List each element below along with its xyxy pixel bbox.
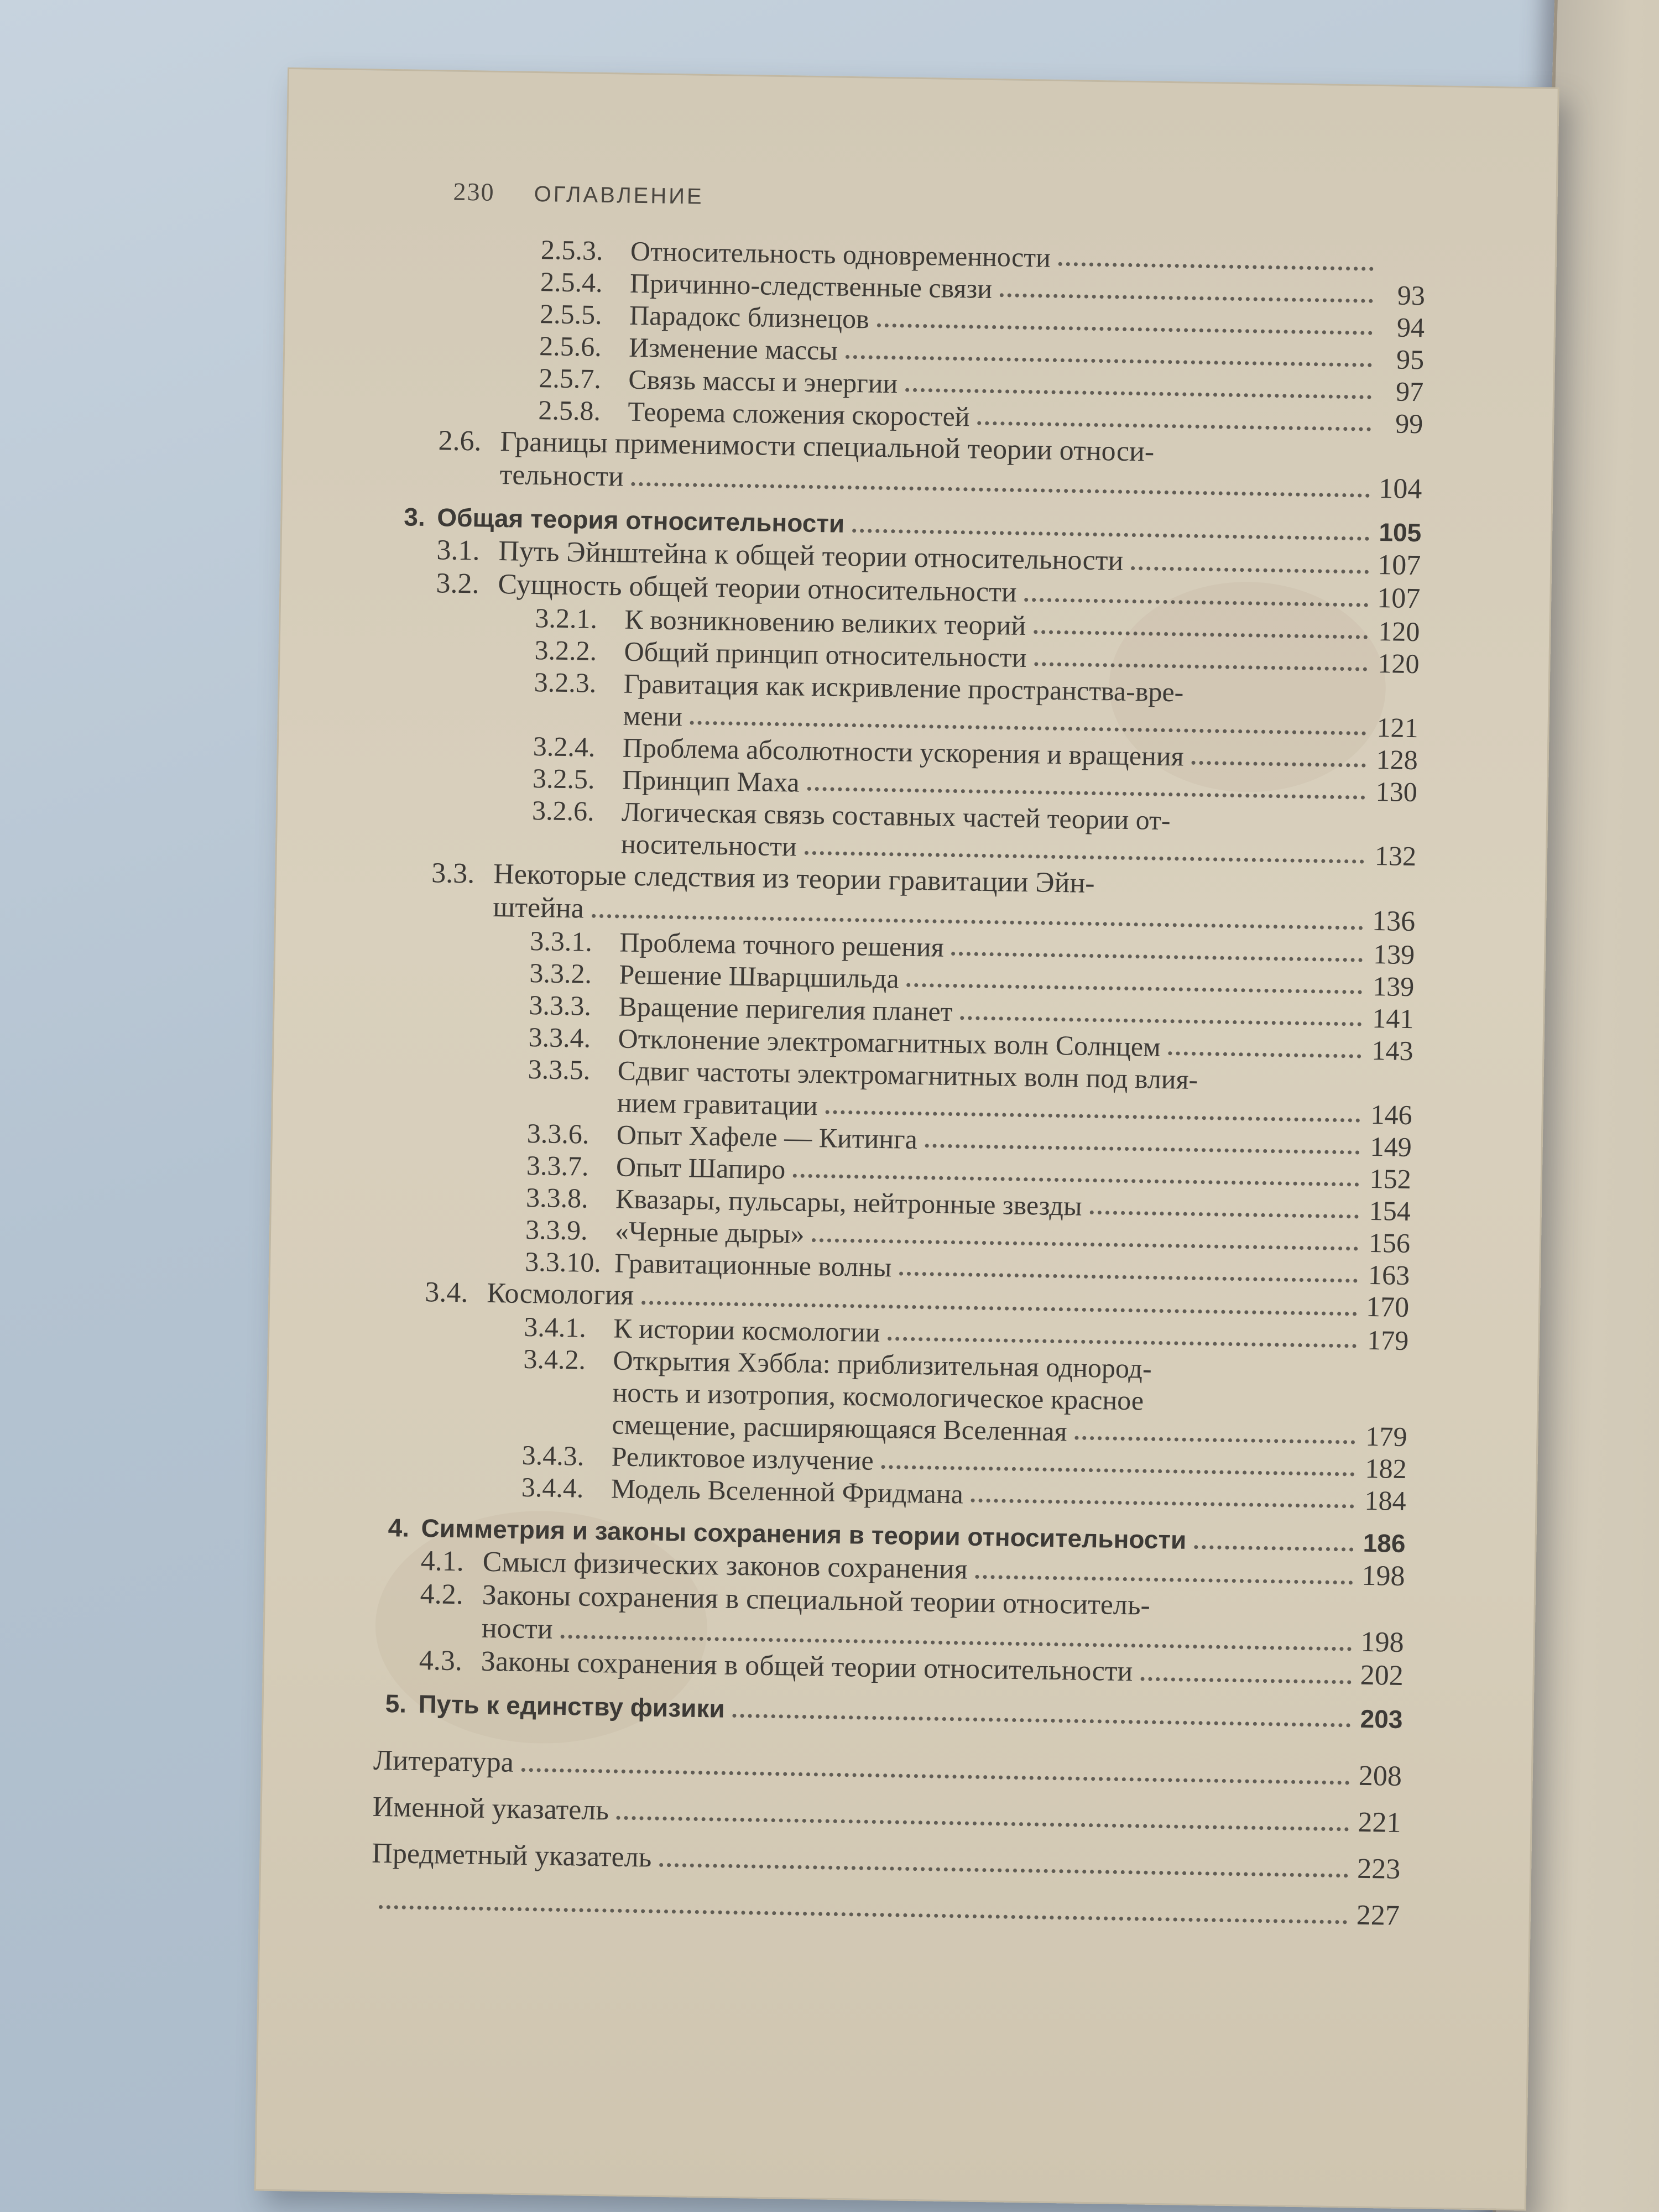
dot-leader xyxy=(877,324,1373,335)
toc-entry-title: ность и изотропия, космологическое красное xyxy=(612,1376,1144,1416)
dot-leader xyxy=(906,983,1362,994)
toc-entry-title: Некоторые следствия из теории гравитации Эйн- xyxy=(493,858,1095,900)
toc-entry-title: Изменение массы xyxy=(628,331,838,366)
toc-entry-number: 3.2.3. xyxy=(534,666,597,698)
toc-entry-title: Связь массы и энергии xyxy=(628,363,898,399)
toc-entry-title: Относительность одновременности xyxy=(630,235,1051,273)
toc-entry-title: смещение, расширяющаяся Вселенная xyxy=(612,1408,1068,1447)
toc-entry-number: 3.3.8. xyxy=(525,1181,589,1214)
toc-entry-title: Гравитационные волны xyxy=(614,1247,892,1283)
toc-entry-number: 4.3. xyxy=(419,1645,463,1677)
toc-entry-title: Отклонение электромагнитных волн Солнцем xyxy=(618,1022,1161,1062)
toc-entry-page: 163 xyxy=(1368,1259,1410,1291)
toc-entry-title: Открытия Хэббла: приблизительная однород- xyxy=(613,1344,1152,1384)
dot-leader xyxy=(1191,761,1365,768)
page-number: 230 xyxy=(453,177,495,206)
toc-entry-title: Смысл физических законов сохранения xyxy=(482,1546,968,1585)
toc-entry-number: 3.3.2. xyxy=(529,957,592,989)
toc-entry-number: 2.6. xyxy=(438,425,482,457)
dot-leader xyxy=(846,355,1372,367)
toc-entry-number: 3.2.5. xyxy=(532,763,595,795)
toc-entry-page: 139 xyxy=(1372,970,1415,1003)
toc-entry xyxy=(349,1883,1400,1933)
dot-leader xyxy=(1000,293,1373,303)
dot-leader xyxy=(793,1174,1359,1187)
dot-leader xyxy=(1131,566,1369,574)
toc-entry-number: 3.3.6. xyxy=(526,1117,589,1150)
toc-entry-number: 3.2.4. xyxy=(533,731,596,763)
toc-entry-title: К возникновению великих теорий xyxy=(624,603,1026,641)
toc-entry-page: 95 xyxy=(1396,343,1425,375)
toc-entry-page: 170 xyxy=(1365,1291,1410,1324)
toc-entry-number: 3.1. xyxy=(436,534,480,567)
toc-entry-title: Принцип Маха xyxy=(622,764,800,798)
toc-entry-page: 184 xyxy=(1364,1484,1407,1517)
toc-entry-page: 136 xyxy=(1371,905,1416,938)
toc-entry-number: 3.3.5. xyxy=(528,1053,591,1086)
toc-entry-page: 105 xyxy=(1379,518,1422,547)
toc-entry-title: Гравитация как искривление пространства-вре- xyxy=(623,667,1184,708)
toc-entry-title: тельности xyxy=(499,459,624,493)
toc-entry-number: 2.5.5. xyxy=(539,298,603,330)
toc-entry-title: Парадокс близнецов xyxy=(629,299,870,335)
toc-entry-number: 2.5.6. xyxy=(539,330,602,362)
toc-entry-title: штейна xyxy=(492,891,585,925)
toc-entry-title: Законы сохранения в общей теории относительности xyxy=(481,1645,1133,1688)
dot-leader xyxy=(881,1465,1354,1476)
toc-entry-title: мени xyxy=(623,700,683,732)
toc-entry-title: Космология xyxy=(486,1277,634,1312)
toc-entry-title: нием гравитации xyxy=(617,1087,818,1121)
toc-entry-title: Реликтовое излучение xyxy=(611,1441,874,1476)
toc-entry-page: 94 xyxy=(1396,311,1425,343)
toc-entry-number: 4. xyxy=(388,1513,410,1542)
toc-entry-number: 3.3.9. xyxy=(525,1213,588,1246)
toc-entry-title: Проблема точного решения xyxy=(619,926,945,963)
toc-entry-number: 3.4.2. xyxy=(523,1343,586,1375)
toc-entry-title: Квазары, пульсары, нейтронные звезды xyxy=(615,1183,1083,1222)
dot-leader xyxy=(905,388,1371,399)
toc-entry-title: Логическая связь составных частей теории от- xyxy=(621,796,1171,836)
toc-entry-number: 3.3.7. xyxy=(526,1149,589,1182)
dot-leader xyxy=(825,1110,1360,1122)
dot-leader xyxy=(1058,262,1374,271)
toc-entry-title: Законы сохранения в специальной теории относитель- xyxy=(482,1579,1151,1621)
toc-entry-number: 3.4.1. xyxy=(523,1311,587,1343)
dot-leader xyxy=(807,787,1365,800)
toc-entry-title: «Черные дыры» xyxy=(614,1215,805,1249)
toc-entry-page: 143 xyxy=(1371,1034,1413,1067)
dot-leader xyxy=(812,1238,1358,1251)
running-header xyxy=(453,177,704,210)
dot-leader xyxy=(804,851,1364,864)
dot-leader xyxy=(975,1575,1353,1585)
dot-leader xyxy=(1034,662,1367,671)
toc-entry-number: 2.5.7. xyxy=(538,362,602,394)
toc-entry xyxy=(351,1744,1402,1793)
toc-entry-title: Литература xyxy=(373,1744,514,1778)
toc-entry-page: 198 xyxy=(1361,1559,1405,1593)
dot-leader xyxy=(951,952,1363,962)
dot-leader xyxy=(960,1016,1361,1026)
toc-entry-page: 146 xyxy=(1370,1098,1413,1131)
toc-entry-number: 3.3.1. xyxy=(529,925,593,957)
toc-entry-title: Причинно-следственные связи xyxy=(629,267,993,304)
dot-leader xyxy=(888,1337,1357,1348)
dot-leader xyxy=(659,1863,1348,1878)
dot-leader xyxy=(1168,1051,1361,1058)
toc-entry-title: Границы применимости специальной теории относи- xyxy=(500,426,1155,468)
toc-entry-number: 3. xyxy=(403,502,426,531)
toc-entry-number: 5. xyxy=(385,1689,407,1718)
toc-entry-page: 107 xyxy=(1376,582,1421,615)
toc-entry-page: 120 xyxy=(1378,648,1420,680)
toc-entry-title: Общая теория относительности xyxy=(436,503,845,538)
table-of-contents xyxy=(349,231,1426,1932)
dot-leader xyxy=(1024,598,1368,607)
toc-entry-number: 3.2. xyxy=(436,567,479,600)
dot-leader xyxy=(1074,1436,1355,1444)
toc-entry-page: 121 xyxy=(1376,712,1419,744)
running-title: ОГЛАВЛЕНИЕ xyxy=(534,181,704,209)
toc-entry-title: Опыт Хафеле — Китинга xyxy=(616,1119,918,1155)
toc-entry-title: Общий принцип относительности xyxy=(624,635,1027,674)
toc-entry-title: Опыт Шапиро xyxy=(615,1151,786,1185)
dot-leader xyxy=(379,1905,1348,1924)
dot-leader xyxy=(925,1144,1360,1154)
toc-entry-page: 203 xyxy=(1360,1704,1403,1734)
toc-entry-page: 223 xyxy=(1357,1853,1401,1885)
dot-leader xyxy=(1034,630,1368,639)
dot-leader xyxy=(690,721,1366,735)
dot-leader xyxy=(977,421,1371,431)
toc-entry-number: 3.2.6. xyxy=(531,795,595,827)
toc-entry-number: 3.3.10. xyxy=(524,1245,602,1279)
toc-entry-title: Модель Вселенной Фридмана xyxy=(611,1473,964,1510)
toc-entry-number: 3.4.3. xyxy=(521,1439,585,1472)
dot-leader xyxy=(732,1714,1350,1728)
toc-entry-page: 182 xyxy=(1365,1452,1407,1485)
toc-entry-page: 139 xyxy=(1373,938,1415,971)
toc-entry-title: Симметрия и законы сохранения в теории относительности xyxy=(421,1514,1187,1554)
toc-entry-number: 2.5.3. xyxy=(540,234,603,266)
toc-entry-page: 97 xyxy=(1395,375,1424,408)
toc-entry-title: Путь Эйнштейна к общей теории относительности xyxy=(498,535,1124,577)
toc-entry-page: 186 xyxy=(1363,1528,1406,1558)
dot-leader xyxy=(1194,1545,1353,1552)
toc-entry-number: 3.4.4. xyxy=(521,1471,584,1504)
toc-entry-page: 93 xyxy=(1397,279,1426,311)
dot-leader xyxy=(1140,1677,1351,1684)
toc-entry-number: 2.5.4. xyxy=(540,266,603,298)
dot-leader xyxy=(971,1499,1354,1509)
toc-entry-title: Решение Шварцшильда xyxy=(619,958,900,994)
toc-entry-page: 149 xyxy=(1370,1130,1412,1163)
toc-entry-page: 179 xyxy=(1365,1420,1407,1453)
toc-entry-page: 104 xyxy=(1378,473,1422,505)
toc-entry-title: Вращение перигелия планет xyxy=(618,990,953,1027)
toc-entry-page: 130 xyxy=(1375,776,1418,808)
toc-entry-title: Путь к единству физики xyxy=(418,1689,726,1723)
toc-entry-title: ности xyxy=(481,1612,554,1645)
toc-entry-page: 179 xyxy=(1366,1324,1409,1357)
toc-entry-number: 4.2. xyxy=(420,1578,464,1611)
toc-entry-page: 120 xyxy=(1378,615,1420,648)
toc-entry xyxy=(350,1790,1401,1840)
toc-entry-page: 198 xyxy=(1360,1626,1405,1658)
toc-entry-page: 128 xyxy=(1376,744,1418,776)
toc-entry-title: Теорема сложения скоростей xyxy=(628,395,971,432)
toc-entry-title: Именной указатель xyxy=(372,1791,609,1827)
toc-entry-page: 107 xyxy=(1377,549,1421,582)
toc-entry-number: 3.2.2. xyxy=(534,634,597,666)
toc-entry-title: Сущность общей теории относительности xyxy=(498,568,1018,608)
toc-entry-page: 208 xyxy=(1358,1760,1402,1792)
toc-entry-page: 152 xyxy=(1369,1162,1412,1195)
toc-entry-title: носительности xyxy=(620,828,797,862)
dot-leader xyxy=(521,1768,1350,1785)
toc-entry-page: 202 xyxy=(1360,1659,1404,1692)
toc-entry-page: 132 xyxy=(1374,839,1417,872)
toc-entry-page: 141 xyxy=(1371,1002,1414,1035)
toc-entry-number: 3.3.4. xyxy=(528,1021,591,1053)
toc-entry-number: 3.3.3. xyxy=(529,989,592,1021)
toc-entry-number: 3.2.1. xyxy=(535,602,598,634)
dot-leader xyxy=(899,1272,1358,1283)
dot-leader xyxy=(632,482,1370,498)
toc-entry-number: 2.5.8. xyxy=(538,394,601,426)
toc-entry-title: Проблема абсолютности ускорения и вращения xyxy=(622,732,1185,772)
toc-entry-number: 4.1. xyxy=(420,1545,465,1578)
toc-entry-page: 221 xyxy=(1358,1806,1401,1839)
toc-entry-title: Сдвиг частоты электромагнитных волн под влия- xyxy=(617,1055,1198,1095)
toc-entry-page: 156 xyxy=(1368,1227,1411,1259)
toc-entry-title: Предметный указатель xyxy=(371,1837,652,1874)
dot-leader xyxy=(1089,1211,1358,1219)
toc-entry-page: 99 xyxy=(1395,408,1423,440)
toc-entry-title: К истории космологии xyxy=(613,1312,880,1348)
book-page xyxy=(254,67,1559,2211)
toc-entry xyxy=(349,1837,1401,1886)
toc-entry-number: 3.4. xyxy=(424,1276,468,1309)
toc-entry-number: 3.3. xyxy=(431,857,475,890)
dot-leader xyxy=(617,1816,1349,1832)
toc-entry-page: 154 xyxy=(1369,1194,1411,1227)
toc-entry-page: 227 xyxy=(1356,1899,1400,1932)
dot-leader xyxy=(852,529,1369,541)
